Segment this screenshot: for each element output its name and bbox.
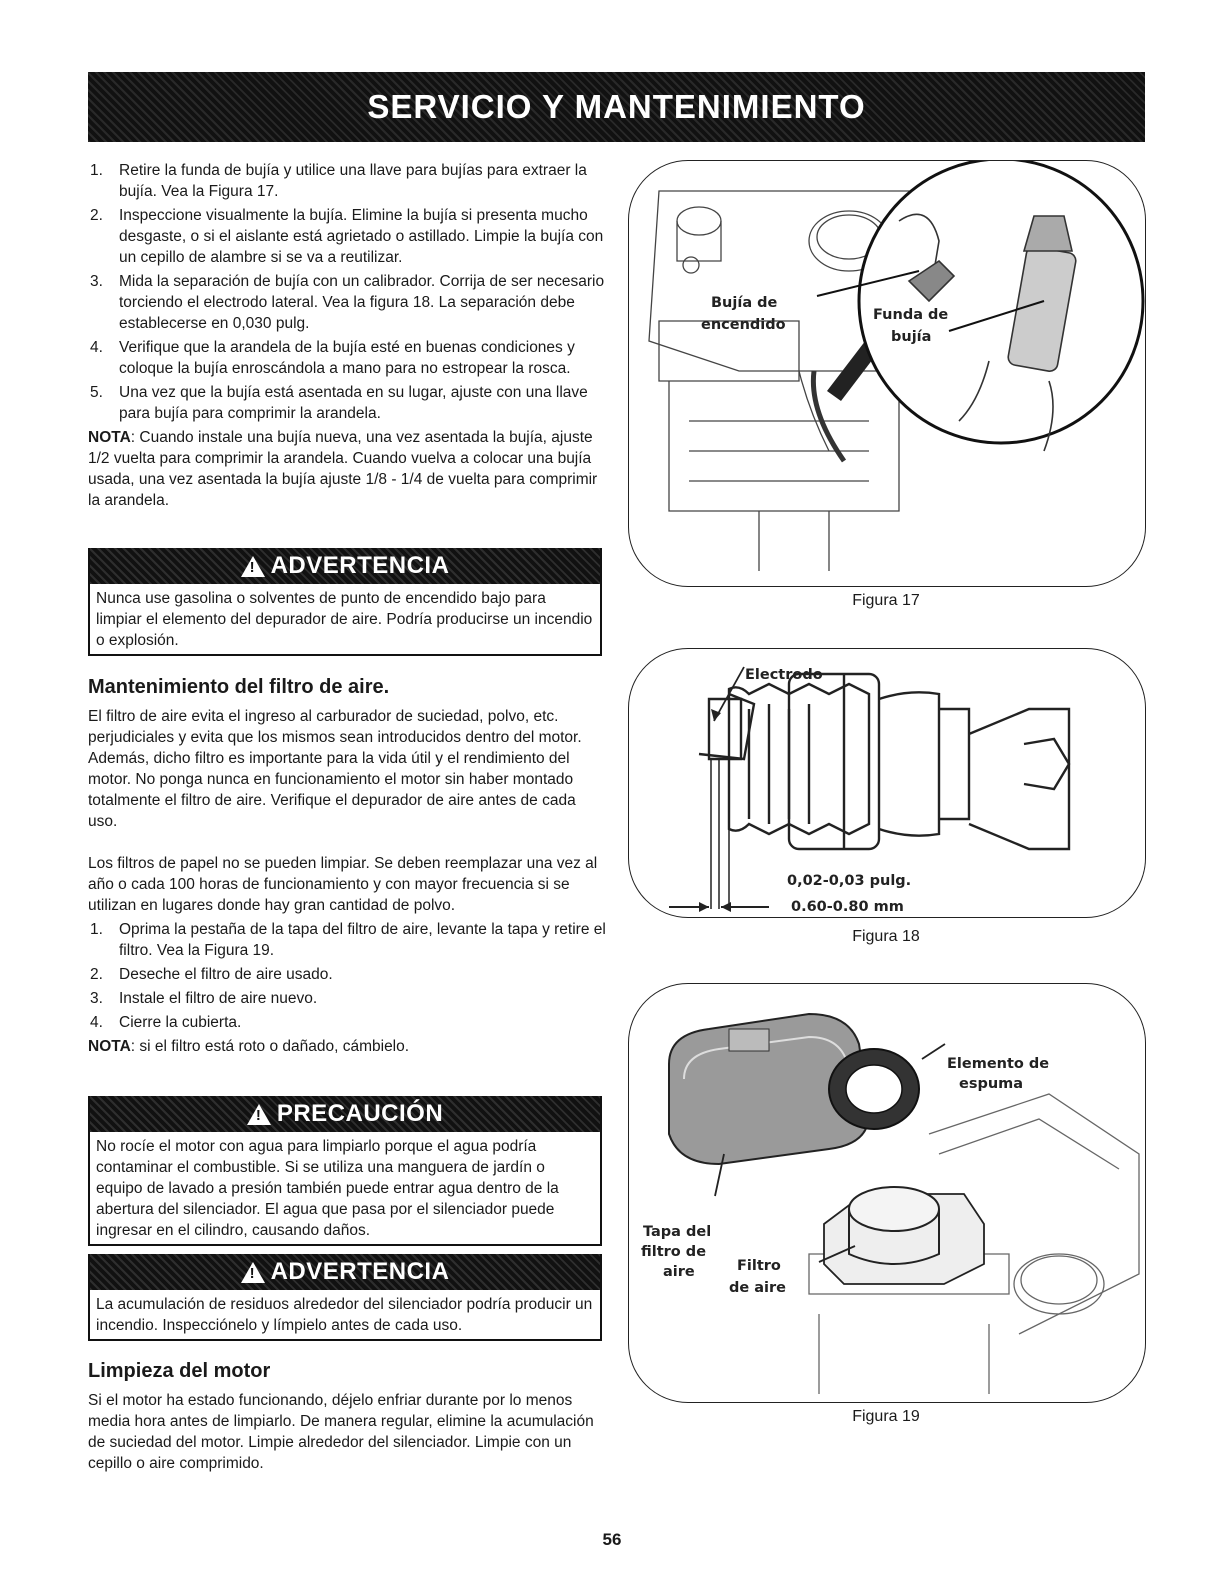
list-item: 2. Inspeccione visualmente la bujía. Elimine la bujía si presenta mucho desgaste, o si el aislante está agrietado o astillado. Limpie la bujía con un cepillo de alambre si se va a reutilizar. [90, 207, 604, 266]
warning-header: ! ADVERTENCIA [90, 548, 600, 584]
label-electrode: Electrodo [745, 667, 823, 683]
label-air-filter-line2: de aire [729, 1280, 787, 1296]
label-foam-element-line1: Elemento de [947, 1056, 1050, 1072]
caution-text: No rocíe el motor con agua para limpiarlo porque el agua podría contaminar el combustible. Si se utiliza una manguera de jardín o equipo de lavado a presión también puede entrar agua dentro de la abertura del silenciador. El agua que pasa por el silenciador puede ingresar en el cilindro, causando daños. [96, 1138, 559, 1239]
figure-17-caption: Figura 17 [852, 592, 920, 609]
warning-header: ! ADVERTENCIA [90, 1254, 600, 1290]
air-filter-steps [88, 919, 608, 1033]
air-filter-section [88, 706, 608, 1057]
warning-text: Nunca use gasolina o solventes de punto de encendido bajo para limpiar el elemento del depurador de aire. Podría producirse un incendio o explosión. [96, 590, 593, 649]
note-air-filter: NOTA: si el filtro está roto o dañado, cámbielo. [88, 1038, 410, 1055]
warning-triangle-icon [241, 1262, 265, 1283]
page-number: 56 [602, 1530, 622, 1549]
list-item: 1. Oprima la pestaña de la tapa del filtro de aire, levante la tapa y retire el filtro. Vea la Figura 19. [90, 921, 606, 959]
label-gap-inches: 0,02-0,03 pulg. [787, 873, 912, 889]
note-spark-plug: NOTA: Cuando instale una bujía nueva, una vez asentada la bujía, ajuste 1/2 vuelta para comprimir la arandela. Cuando vuelva a colocar una bujía usada, una vez asentada la bujía ajuste 1/8 - 1/4 de vuelta para comprimir la arandela. [88, 429, 598, 509]
figure-18-electrode-gap [628, 648, 1146, 918]
engine-cleaning-text: Si el motor ha estado funcionando, déjelo enfriar durante por lo menos media hora antes de limpiarlo. De manera regular, elimine la acumulación de suciedad del motor. Limpie alrededor del silenciador. Limpie con un cepillo o aire comprimido. [88, 1392, 594, 1472]
label-plug-boot-line1: Funda de [873, 307, 949, 323]
list-item: 3. Instale el filtro de aire nuevo. [90, 990, 318, 1007]
caution-triangle-icon [247, 1104, 271, 1125]
air-filter-illustration [629, 984, 1145, 1402]
page-header-banner [88, 72, 1145, 142]
section-heading-engine-cleaning: Limpieza del motor [88, 1360, 271, 1382]
label-filter-cover-line2: filtro de [641, 1244, 707, 1260]
spark-plug-steps [88, 160, 608, 424]
engine-cleaning-section [88, 1390, 608, 1474]
list-item: 4. Cierre la cubierta. [90, 1014, 242, 1031]
label-foam-element-line2: espuma [959, 1076, 1024, 1092]
list-item: 3. Mida la separación de bujía con un calibrador. Corrija de ser necesario torciendo el electrodo lateral. Vea la figura 18. La separación debe establecerse en 0,030 pulg. [90, 273, 605, 332]
spark-plug-section [88, 160, 608, 511]
figure-18-caption: Figura 18 [852, 928, 920, 945]
warning-text: La acumulación de residuos alrededor del silenciador podría producir un incendio. Inspecciónelo y límpielo antes de cada uso. [96, 1296, 593, 1334]
list-item: 4. Verifique que la arandela de la bujía esté en buenas condiciones y coloque la bujía enroscándola a mano para no estropear la rosca. [90, 339, 575, 377]
spark-plug-gap-illustration [629, 649, 1145, 917]
list-item: 1. Retire la funda de bujía y utilice una llave para bujías para extraer la bujía. Vea la Figura 17. [90, 162, 587, 200]
label-gap-mm: 0.60-0.80 mm [791, 899, 904, 915]
page-title: SERVICIO Y MANTENIMIENTO [367, 88, 866, 125]
figure-19-caption: Figura 19 [852, 1408, 920, 1425]
list-item: 2. Deseche el filtro de aire usado. [90, 966, 333, 983]
air-filter-paragraph-1: El filtro de aire evita el ingreso al carburador de suciedad, polvo, etc. perjudiciales y evita que los mismos sean introducidos dentro del motor. Además, dicho filtro es importante para la vida útil y el rendimiento del motor. No ponga nunca en funcionamiento el motor sin haber montado totalmente el filtro de aire. Verifique el depurador de aire antes de cada uso. [88, 708, 582, 830]
caution-header: ! PRECAUCIÓN [90, 1096, 600, 1132]
label-filter-cover-line3: aire [663, 1264, 695, 1280]
label-spark-plug-line1: Bujía de [711, 295, 778, 311]
air-filter-paragraph-2: Los filtros de papel no se pueden limpiar. Se deben reemplazar una vez al año o cada 100 horas de funcionamiento y con mayor frecuencia si se utilizan en lugares donde hay gran cantidad de polvo. [88, 855, 598, 914]
warning-box-muffler [88, 1254, 602, 1341]
warning-triangle-icon [241, 556, 265, 577]
label-air-filter-line1: Filtro [737, 1258, 781, 1274]
figure-19-air-filter [628, 983, 1146, 1403]
figure-17-spark-plug [628, 160, 1146, 587]
label-spark-plug-line2: encendido [701, 317, 786, 333]
warning-box-gasoline [88, 548, 602, 656]
engine-spark-plug-illustration [629, 161, 1145, 586]
label-filter-cover-line1: Tapa del [643, 1224, 712, 1240]
caution-box-water [88, 1096, 602, 1246]
list-item: 5. Una vez que la bujía está asentada en su lugar, ajuste con una llave para bujía para comprimir la arandela. [90, 384, 588, 422]
label-plug-boot-line2: bujía [891, 329, 932, 345]
section-heading-air-filter: Mantenimiento del filtro de aire. [88, 676, 390, 698]
